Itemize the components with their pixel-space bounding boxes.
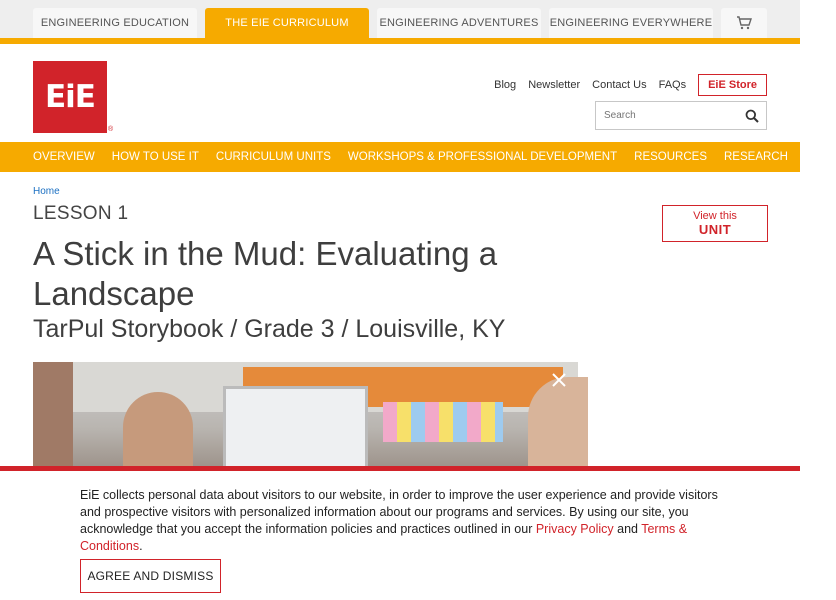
nav-workshops[interactable]: WORKSHOPS & PROFESSIONAL DEVELOPMENT bbox=[347, 151, 618, 163]
tab-engineering-adventures[interactable]: ENGINEERING ADVENTURES bbox=[377, 8, 541, 38]
cookie-banner bbox=[0, 466, 800, 600]
page-subtitle: TarPul Storybook / Grade 3 / Louisville, KY bbox=[33, 315, 506, 343]
contact-link[interactable]: Contact Us bbox=[592, 79, 647, 91]
search-box bbox=[595, 101, 767, 130]
nav-resources[interactable]: RESOURCES bbox=[634, 151, 707, 163]
search-input[interactable] bbox=[596, 102, 736, 129]
nav-research[interactable]: RESEARCH bbox=[724, 151, 788, 163]
agree-dismiss-button[interactable]: AGREE AND DISMISS bbox=[80, 559, 221, 593]
nav-faqs[interactable]: FAQS bbox=[804, 151, 836, 163]
photo-student bbox=[123, 392, 193, 472]
photo-left-figure bbox=[33, 362, 73, 472]
view-unit-line1: View this bbox=[693, 210, 737, 222]
cookie-end: . bbox=[139, 539, 143, 553]
view-unit-button[interactable] bbox=[662, 205, 768, 242]
search-icon[interactable] bbox=[745, 109, 759, 123]
eie-logo[interactable]: EiE bbox=[33, 61, 107, 133]
registered-mark: ® bbox=[108, 126, 114, 133]
close-icon[interactable] bbox=[551, 372, 567, 388]
lesson-label: LESSON 1 bbox=[33, 203, 129, 224]
utility-links bbox=[494, 74, 767, 96]
tab-engineering-education[interactable]: ENGINEERING EDUCATION bbox=[33, 8, 197, 38]
nav-curriculum-units[interactable]: CURRICULUM UNITS bbox=[215, 151, 331, 163]
terms-link[interactable]: Terms & Conditions bbox=[80, 522, 688, 553]
cookie-text: EiE collects personal data about visitors to our website, in order to improve the user experience and provide visitors and prospective visitors with personalized information about our programs and services. By using our site, you acknowledge that you accept the information policies and practices outlined in our bbox=[80, 488, 718, 536]
nav-how-to-use-it[interactable]: HOW TO USE IT bbox=[111, 151, 199, 163]
newsletter-link[interactable]: Newsletter bbox=[528, 79, 581, 91]
privacy-policy-link[interactable]: Privacy Policy bbox=[535, 522, 614, 536]
classroom-video[interactable] bbox=[33, 362, 578, 472]
view-unit-line2: UNIT bbox=[698, 222, 732, 237]
photo-whiteboard bbox=[223, 386, 368, 471]
photo-student-right bbox=[528, 377, 588, 472]
tab-eie-curriculum[interactable]: THE EIE CURRICULUM bbox=[205, 8, 369, 38]
blog-link[interactable]: Blog bbox=[494, 79, 517, 91]
main-navigation bbox=[0, 142, 836, 172]
cart-icon bbox=[736, 16, 752, 30]
breadcrumb-home[interactable]: Home bbox=[33, 186, 60, 197]
page-title: A Stick in the Mud: Evaluating a Landscape bbox=[33, 235, 498, 312]
eie-store-button[interactable]: EiE Store bbox=[698, 74, 767, 96]
faqs-link[interactable]: FAQs bbox=[658, 79, 687, 91]
accent-bar bbox=[0, 38, 800, 44]
tab-engineering-everywhere[interactable]: ENGINEERING EVERYWHERE bbox=[549, 8, 713, 38]
cart-button[interactable] bbox=[721, 8, 767, 38]
cookie-and: and bbox=[613, 522, 642, 536]
cookie-message bbox=[80, 487, 720, 555]
photo-notes bbox=[383, 402, 503, 442]
nav-overview[interactable]: OVERVIEW bbox=[33, 151, 95, 163]
